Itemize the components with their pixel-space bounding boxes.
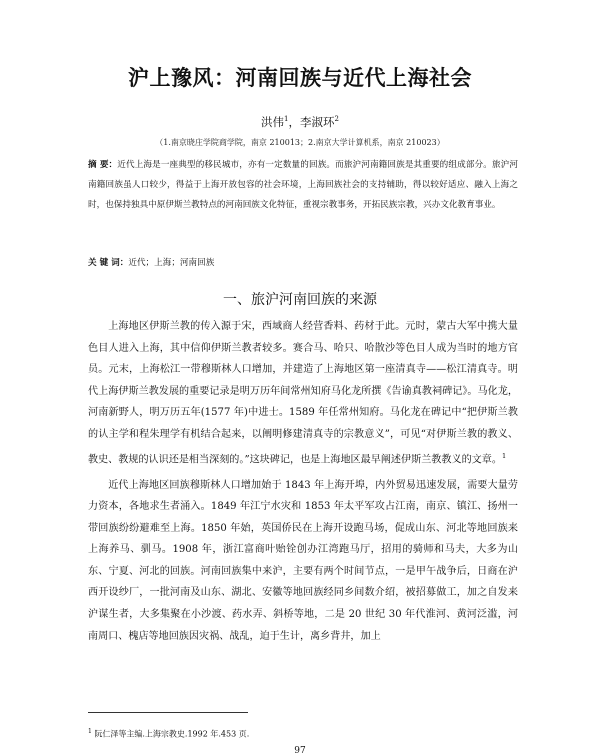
author-affil-mark: 2 — [334, 115, 339, 124]
footnote — [88, 728, 518, 740]
author-name: 李淑环 — [300, 115, 335, 129]
paragraph — [88, 475, 518, 648]
footnote-ref: 1 — [501, 451, 507, 460]
paragraph-text: 近代上海地区回族穆斯林人口增加始于 1843 年上海开埠，内外贸易迅速发展，需要大量劳力资本，各地求生者涌入。1849 年江宁水灾和 1853 年太平军攻占江南，南京、镇江、扬州一带回族纷纷避难至上海。1850 年始，英国侨民在上海开设跑马场，促成山东、河北等地回族来上海养马、驯马。1908 年，浙江富商叶贻铨创办江湾跑马厅，招用的骑师和马夫，大多为山东、宁夏、河北的回族。河南回族集中来沪，主要有两个时间节点，一是甲午战争后，日商在沪西开设纱厂，一批河南及山东、湖北、安徽等地回族经同乡间数介绍，被招募做工，加之自发来沪谋生者，大多集聚在小沙渡、药水弄、斜桥等地，二是 20 世纪 30 年代淮河、黄河泛滥，河南周口、槐店等地回族因灾祸、战乱，迫于生计，离乡背井，加上 — [88, 479, 518, 642]
section-heading: 一、旅沪河南回族的来源 — [223, 292, 377, 308]
body-text — [88, 316, 518, 651]
abstract-text: 近代上海是一座典型的移民城市，亦有一定数量的回族。而旅沪河南籍回族是其重要的组成部分。旅沪河南籍回族虽人口较少，得益于上海开放包容的社会环境，上海回族社会的支持辅助，得以较好适应、融入上海之时，也保持独具中原伊斯兰教特点的河南回族文化特征，重视宗教事务，开拓民族宗教，兴办文化教育事业。 — [88, 160, 518, 210]
keywords-text: 近代；上海；河南回族 — [128, 258, 215, 268]
page-number: 97 — [294, 746, 306, 756]
author-separator: ， — [288, 115, 300, 129]
keywords-label: 关 键 词： — [88, 258, 129, 268]
footnote-mark: 1 — [88, 728, 92, 735]
author-line — [0, 114, 600, 130]
abstract — [88, 155, 518, 215]
footnote-text: 阮仁泽等主编.上海宗教史.1992 年.453 页. — [94, 729, 250, 739]
author-name: 洪伟 — [261, 115, 285, 129]
author-affil-mark: 1 — [284, 115, 289, 124]
footnote-divider — [88, 712, 248, 713]
paragraph — [88, 316, 518, 471]
abstract-label: 摘 要： — [88, 160, 118, 170]
affiliation: （1.南京晓庄学院商学院，南京 210013；2.南京大学计算机系，南京 210023） — [155, 138, 445, 147]
paper-title: 沪上豫风：河南回族与近代上海社会 — [128, 66, 472, 90]
keywords — [88, 256, 518, 270]
paragraph-text: 上海地区伊斯兰教的传入源于宋，西域商人经营香料、药材于此。元时，蒙古大军中携大量色目人进入上海，其中信仰伊斯兰教者较多。赛合马、哈只、哈散沙等色目人成为当时的地方官员。元末，上海松江一带穆斯林人口增加，并建造了上海地区第一座清真寺——松江清真寺。明代上海伊斯兰教发展的重要记录是明万历年间常州知府马化龙所撰《告谕真教祠碑记》。马化龙，河南新野人，明万历五年(1577 年)中进士。1589 年任常州知府。马化龙在碑记中“把伊斯兰教的认主学和程朱理学有机结合起来，以阐明修建清真寺的宗教意义”，可见“对伊斯兰教的教义、教史、教规的认识还是相当深刻的。”这块碑记，也是上海地区最早阐述伊斯兰教教义的文章。 — [88, 321, 518, 465]
